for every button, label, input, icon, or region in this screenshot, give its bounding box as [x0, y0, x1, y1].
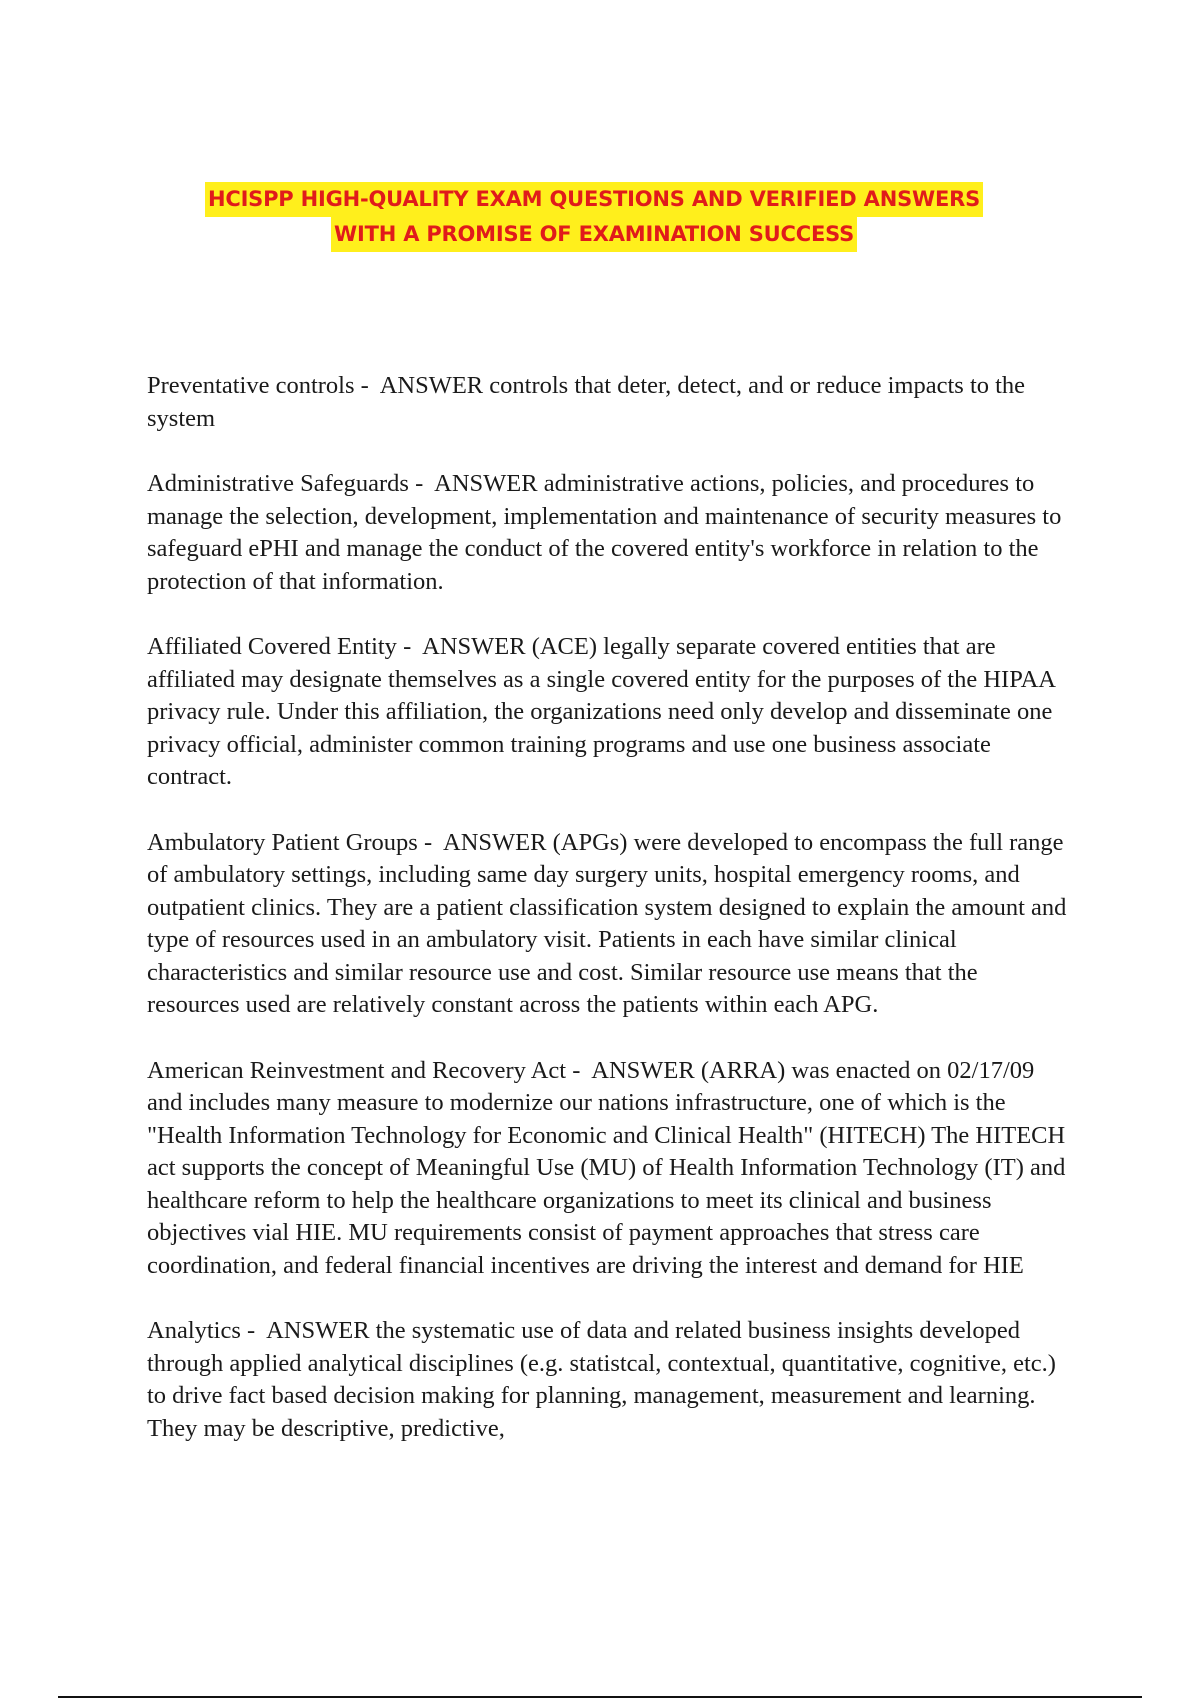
entry-term: American Reinvestment and Recovery Act — [147, 1056, 567, 1084]
entry-definition: controls that deter, detect, and or reduce impacts to the system — [147, 372, 1026, 432]
entry-term: Ambulatory Patient Groups — [147, 828, 418, 856]
page-bottom-rule — [58, 1696, 1142, 1698]
title-line-1: HCISPP HIGH-QUALITY EXAM QUESTIONS AND VERIFIED ANSWERS — [205, 182, 983, 217]
entry-definition: the systematic use of data and related business insights developed through applied analytical disciplines (e.g. statistcal, contextual, quantitative, cognitive, etc.) to drive fact based decision making for planning, management, measurement and learning. They may be descriptive, predictive, — [147, 1317, 1056, 1442]
qa-entry — [147, 370, 1067, 435]
entry-separator: - — [396, 633, 423, 660]
entry-separator: - — [417, 828, 444, 856]
qa-entry — [147, 1315, 1067, 1445]
entry-term: Administrative Safeguards — [147, 470, 409, 497]
answer-label: ANSWER — [443, 828, 547, 856]
entry-definition: (ACE) legally separate covered entities that are affiliated may designate themselves as a single covered entity for the purposes of the HIPAA privacy rule. Under this affiliation, the organizations need only develop and disseminate one privacy official, administer common training programs and use one business associate contract. — [147, 633, 1055, 790]
entry-separator: - — [408, 470, 435, 497]
qa-entry — [147, 631, 1067, 794]
qa-entry — [147, 468, 1067, 598]
entry-separator: - — [240, 1317, 267, 1344]
title-line-2: WITH A PROMISE OF EXAMINATION SUCCESS — [331, 217, 857, 252]
entry-separator: - — [566, 1056, 592, 1084]
document-title — [0, 182, 1200, 252]
answer-label: ANSWER — [379, 372, 484, 399]
entry-term: Affiliated Covered Entity — [147, 633, 397, 660]
answer-label: ANSWER — [266, 1317, 370, 1344]
answer-label: ANSWER — [422, 633, 526, 660]
entry-definition: (APGs) were developed to encompass the full range of ambulatory settings, including same day surgery units, hospital emergency rooms, and outpatient clinics. They are a patient classification system designed to explain the amount and type of resources used in an ambulatory visit. Patients in each have similar clinical characteristics and similar resource use and cost. Similar resource use means that the resources used are relatively constant across the patients within each APG. — [147, 828, 1067, 1018]
answer-label: ANSWER — [591, 1056, 695, 1084]
entry-separator: - — [354, 372, 380, 399]
entry-definition: (ARRA) was enacted on 02/17/09 and includes many measure to modernize our nations infrastructure, one of which is the "Health Information Technology for Economic and Clinical Health" (HITECH) The HITECH act supports the concept of Meaningful Use (MU) of Health Information Technology (IT) and healthcare reform to help the healthcare organizations to meet its clinical and business objectives vial HIE. MU requirements consist of payment approaches that stress care coordination, and federal financial incentives are driving the interest and demand for HIE — [147, 1056, 1066, 1279]
qa-entry — [147, 1055, 1067, 1283]
entry-term: Preventative controls — [147, 372, 355, 399]
answer-label: ANSWER — [434, 470, 538, 497]
entry-definition: administrative actions, policies, and procedures to manage the selection, development, implementation and maintenance of security measures to safeguard ePHI and manage the conduct of the covered entity's workforce in relation to the protection of that information. — [147, 470, 1062, 595]
qa-entries — [147, 370, 1067, 1478]
entry-term: Analytics — [147, 1317, 241, 1344]
qa-entry — [147, 827, 1067, 1022]
